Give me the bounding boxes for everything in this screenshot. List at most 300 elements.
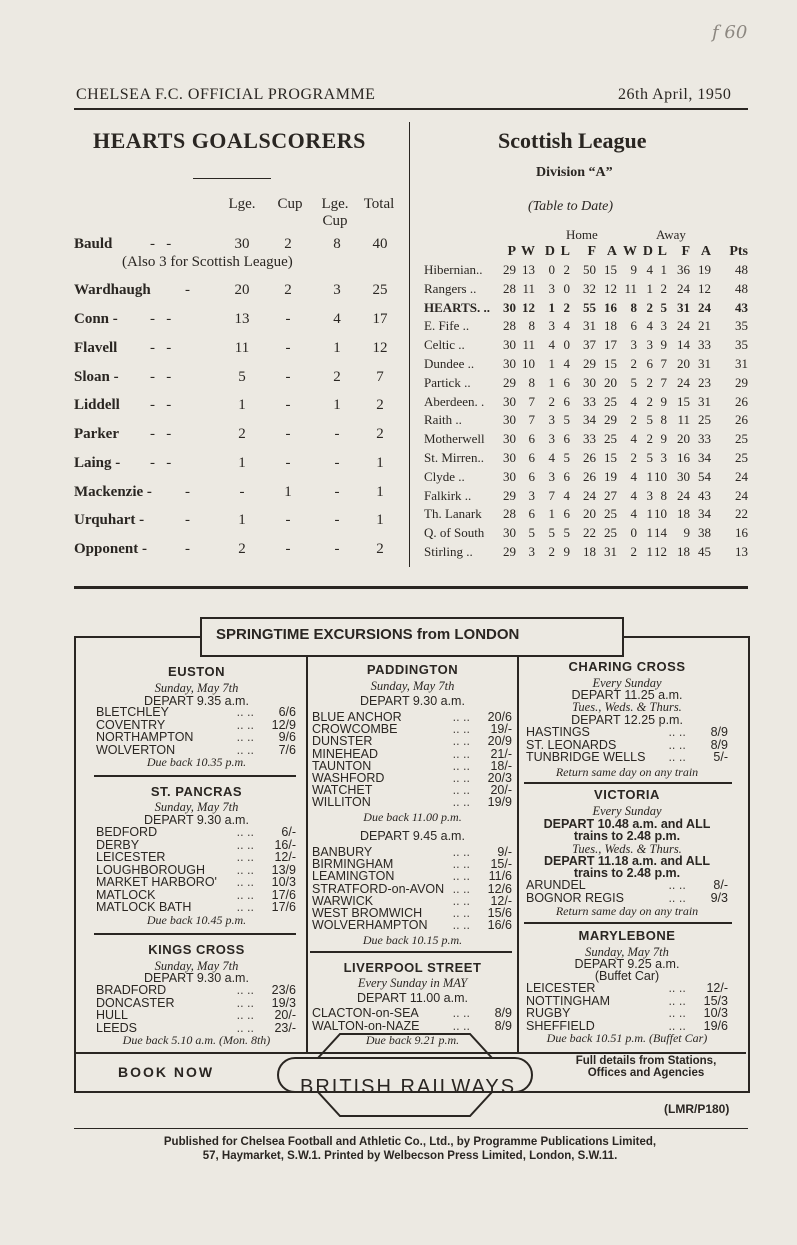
league-cell: 18 bbox=[583, 544, 596, 559]
league-home-label: Home bbox=[566, 227, 598, 242]
league-cell: 25 bbox=[735, 431, 748, 447]
league-cell: 36 bbox=[677, 262, 690, 277]
league-cell: 2 bbox=[646, 393, 653, 409]
league-cell: 18 bbox=[604, 318, 617, 334]
scorer-total: 2 bbox=[376, 541, 384, 557]
league-cell: 24 bbox=[698, 299, 711, 315]
league-cell: 24 bbox=[735, 487, 748, 503]
league-cell: 25 bbox=[604, 525, 617, 541]
league-cell: 2 bbox=[630, 356, 637, 371]
euston-line-leader: .. .. bbox=[236, 705, 254, 719]
paddington-line-fare: 21/- bbox=[490, 746, 512, 761]
stpancras-line-leader: .. .. bbox=[236, 850, 254, 864]
scorer-lge-cup: 8 bbox=[333, 236, 341, 252]
league-cell: 4 bbox=[630, 393, 637, 409]
charing-depart2: DEPART 12.25 p.m. bbox=[571, 713, 683, 727]
scorer-cup: - bbox=[285, 369, 291, 385]
col-header-lge-cup-line2: Cup bbox=[322, 213, 348, 229]
league-cell: 11 bbox=[624, 280, 637, 296]
league-team: Rangers .. bbox=[424, 280, 477, 296]
league-cell: 0 bbox=[563, 337, 570, 353]
column-divider bbox=[409, 122, 410, 567]
league-cell: 3 bbox=[660, 450, 667, 465]
kingscross-line-leader: .. .. bbox=[236, 1008, 254, 1022]
league-cell: 9 bbox=[660, 337, 667, 353]
victoria-dep1: DEPART 10.48 a.m. and ALL bbox=[543, 817, 711, 831]
league-cell: 43 bbox=[698, 487, 711, 503]
station-charing: CHARING CROSS bbox=[568, 659, 686, 674]
league-cell: 48 bbox=[735, 262, 748, 277]
league-cell: 26 bbox=[735, 393, 748, 409]
league-cell: 31 bbox=[735, 356, 748, 371]
league-team: St. Mirren.. bbox=[424, 450, 484, 465]
paddington-line-place: WASHFORD bbox=[312, 771, 385, 785]
league-team: HEARTS. .. bbox=[424, 299, 491, 315]
scorer-lge: 30 bbox=[234, 236, 250, 252]
league-cell: 19 bbox=[698, 262, 711, 277]
scorer-name: Wardhaugh bbox=[74, 282, 151, 298]
league-cell: 32 bbox=[583, 280, 596, 296]
stpancras-line-place: LOUGHBOROUGH bbox=[96, 862, 206, 877]
scorer-name: Opponent - bbox=[74, 541, 147, 557]
paddington-rule bbox=[310, 951, 512, 953]
scorer-dashes: - - bbox=[150, 340, 172, 356]
scorer-lge: 5 bbox=[238, 369, 246, 385]
paddington-line2-fare: 12/6 bbox=[487, 881, 512, 896]
details-line-2: Offices and Agencies bbox=[587, 1067, 705, 1079]
league-cell: 31 bbox=[698, 356, 711, 371]
scorer-lge: 20 bbox=[234, 282, 250, 298]
league-cell: 15 bbox=[677, 393, 690, 409]
league-cell: 1 bbox=[548, 299, 555, 315]
charing-line-place: ST. LEONARDS bbox=[526, 737, 617, 752]
league-cell: 4 bbox=[563, 356, 570, 371]
details-text bbox=[556, 1055, 736, 1079]
scorer-lge: 11 bbox=[234, 340, 250, 356]
victoria-line-leader: .. .. bbox=[668, 878, 686, 892]
league-cell: 43 bbox=[735, 299, 748, 315]
league-cell: 54 bbox=[698, 468, 711, 484]
marylebone-line-fare: 19/6 bbox=[703, 1018, 728, 1033]
scorer-cup: 1 bbox=[284, 484, 292, 500]
scorer-dashes: - - bbox=[150, 311, 172, 327]
scorer-lge: 2 bbox=[238, 426, 246, 442]
league-cell: 1 bbox=[646, 468, 653, 484]
stpancras-line-place: DERBY bbox=[96, 837, 140, 852]
league-cell: 19 bbox=[604, 468, 617, 484]
victoria-line-place: BOGNOR REGIS bbox=[526, 890, 624, 905]
league-cell: 6 bbox=[563, 374, 570, 390]
victoria-day2: Tues., Weds. & Thurs. bbox=[572, 842, 682, 856]
charing-depart: DEPART 11.25 a.m. bbox=[571, 688, 683, 702]
victoria-line-fare: 8/- bbox=[713, 878, 728, 892]
league-cell: 6 bbox=[563, 468, 570, 484]
scorer-name: Conn - bbox=[74, 311, 118, 327]
scorer-name: Urquhart - bbox=[74, 512, 145, 528]
league-cell: 35 bbox=[735, 337, 748, 353]
marylebone-due: Due back 10.51 p.m. (Buffet Car) bbox=[546, 1031, 708, 1045]
league-cell: 0 bbox=[630, 525, 637, 541]
league-cell: 18 bbox=[677, 544, 690, 559]
league-cell: 15 bbox=[604, 356, 617, 371]
scorer-total: 2 bbox=[376, 397, 384, 413]
marylebone-line-fare: 12/- bbox=[706, 981, 728, 995]
paddington-line2-place: WOLVERHAMPTON bbox=[312, 918, 428, 933]
station-kingscross: KINGS CROSS bbox=[148, 942, 245, 957]
league-cell: 4 bbox=[563, 487, 570, 503]
marylebone-line-place: LEICESTER bbox=[526, 981, 596, 995]
league-cell: 34 bbox=[698, 450, 711, 465]
scorer-cup: 2 bbox=[284, 282, 292, 298]
kingscross-due: Due back 5.10 a.m. (Mon. 8th) bbox=[122, 1033, 271, 1047]
paddington-line2-fare: 15/- bbox=[490, 857, 512, 872]
league-cell: 30 bbox=[503, 356, 516, 371]
league-col-header: P bbox=[507, 244, 516, 259]
league-cell: 7 bbox=[660, 374, 667, 390]
league-cell: 4 bbox=[630, 487, 637, 503]
footer-line-1: Published for Chelsea Football and Athletic Co., Ltd., by Programme Publications Limited, bbox=[163, 1136, 657, 1148]
league-cell: 5 bbox=[563, 450, 570, 465]
scorer-lge: 1 bbox=[238, 397, 246, 413]
league-col-header: A bbox=[700, 244, 711, 259]
league-cell: 38 bbox=[698, 525, 711, 541]
paddington-line-fare: 19/- bbox=[490, 722, 512, 737]
paddington-line2-place: BANBURY bbox=[312, 845, 373, 859]
euston-line-leader: .. .. bbox=[236, 730, 254, 744]
charing-rule bbox=[524, 782, 732, 784]
victoria-line-leader: .. .. bbox=[668, 890, 686, 905]
stpancras-line-fare: 16/- bbox=[274, 837, 296, 852]
stpancras-line-leader: .. .. bbox=[236, 862, 254, 877]
paddington-depart: DEPART 9.30 a.m. bbox=[360, 694, 465, 708]
paddington-line-fare: 19/9 bbox=[487, 795, 512, 810]
stpancras-line-leader: .. .. bbox=[236, 887, 254, 902]
league-cell: 29 bbox=[604, 412, 617, 428]
league-cell: 1 bbox=[646, 506, 653, 522]
league-cell: 29 bbox=[503, 487, 516, 503]
league-cell: 11 bbox=[522, 280, 535, 296]
paddington-line-place: DUNSTER bbox=[312, 734, 373, 749]
league-col-header: D bbox=[544, 244, 555, 259]
league-cell: 29 bbox=[583, 356, 596, 371]
paddington-line-leader: .. .. bbox=[452, 734, 470, 749]
league-title: Scottish League bbox=[498, 128, 647, 153]
league-team: Falkirk .. bbox=[424, 487, 472, 503]
league-col-header: F bbox=[681, 244, 690, 259]
league-cell: 2 bbox=[630, 544, 637, 559]
league-cell: 8 bbox=[528, 374, 535, 390]
col-header-total: Total bbox=[363, 196, 395, 212]
marylebone-line-place: RUGBY bbox=[526, 1006, 571, 1020]
stpancras-line-place: BEDFORD bbox=[96, 825, 158, 839]
league-team: Aberdeen. . bbox=[424, 393, 485, 409]
marylebone-line-place: NOTTINGHAM bbox=[526, 993, 611, 1008]
league-cell: 8 bbox=[630, 299, 637, 315]
kingscross-depart: DEPART 9.30 a.m. bbox=[144, 971, 249, 985]
league-cell: 8 bbox=[528, 318, 535, 334]
league-cell: 12 bbox=[698, 280, 711, 296]
stpancras-line-place: MATLOCK bbox=[96, 887, 156, 902]
scorer-dashes: - bbox=[185, 282, 190, 298]
paddington-line2-place: LEAMINGTON bbox=[312, 869, 395, 884]
paddington-line-fare: 18/- bbox=[490, 758, 512, 773]
scorer-total: 17 bbox=[372, 311, 388, 327]
league-cell: 15 bbox=[604, 450, 617, 465]
scorer-dashes: - - bbox=[150, 426, 172, 442]
league-cell: 30 bbox=[677, 468, 690, 484]
league-cell: 33 bbox=[698, 337, 711, 353]
euston-day: Sunday, May 7th bbox=[154, 681, 239, 695]
victoria-rule bbox=[524, 922, 732, 924]
league-cell: 10 bbox=[654, 468, 667, 484]
league-cell: 6 bbox=[630, 318, 637, 334]
charing-line-leader: .. .. bbox=[668, 750, 686, 764]
league-cell: 30 bbox=[503, 468, 516, 484]
scorer-lge: 1 bbox=[238, 512, 246, 528]
charing-day: Every Sunday bbox=[592, 676, 662, 690]
league-cell: 28 bbox=[503, 506, 516, 522]
liverpool-line-fare: 8/9 bbox=[494, 1006, 512, 1020]
league-cell: 12 bbox=[522, 299, 535, 315]
col-header-lge-cup bbox=[315, 196, 355, 230]
paddington-line-leader: .. .. bbox=[452, 722, 470, 737]
league-cell: 30 bbox=[503, 431, 516, 447]
league-cell: 16 bbox=[735, 525, 748, 541]
british-railways-logo bbox=[270, 1028, 540, 1122]
league-cell: 10 bbox=[654, 506, 667, 522]
league-cell: 31 bbox=[698, 393, 711, 409]
kingscross-line-fare: 20/- bbox=[274, 1008, 296, 1022]
marylebone-line-fare: 15/3 bbox=[703, 993, 728, 1008]
liverpool-day: Every Sunday in MAY bbox=[357, 976, 468, 990]
scorer-lge: 2 bbox=[238, 541, 246, 557]
kingscross-line-fare: 23/- bbox=[274, 1020, 296, 1035]
league-team: Partick .. bbox=[424, 374, 471, 390]
col-header-cup: Cup bbox=[277, 196, 303, 212]
footer-line-2: 57, Haymarket, S.W.1. Printed by Welbecson Press Limited, London, S.W.11. bbox=[202, 1150, 618, 1162]
marylebone-day: Sunday, May 7th bbox=[585, 945, 669, 959]
paddington-line-place: MINEHEAD bbox=[312, 746, 378, 761]
league-col-header: A bbox=[606, 244, 617, 259]
scorer-lge-cup: - bbox=[334, 484, 340, 500]
league-cell: 3 bbox=[548, 468, 555, 484]
scorer-total: 12 bbox=[372, 340, 388, 356]
scorers-note: (Also 3 for Scottish League) bbox=[122, 254, 293, 270]
league-cell: 20 bbox=[677, 431, 690, 447]
euston-line-place: WOLVERTON bbox=[96, 742, 176, 757]
paddington-line-place: TAUNTON bbox=[312, 758, 372, 773]
paddington-line2-fare: 15/6 bbox=[487, 906, 512, 920]
league-cell: 4 bbox=[548, 337, 555, 353]
league-cell: 5 bbox=[660, 299, 667, 315]
paddington-line2-place: WARWICK bbox=[312, 893, 374, 908]
paddington-line2-leader: .. .. bbox=[452, 893, 470, 908]
scorer-dashes: - - bbox=[150, 397, 172, 413]
header-rule bbox=[74, 108, 748, 110]
stpancras-line-leader: .. .. bbox=[236, 900, 254, 914]
marylebone-line-leader: .. .. bbox=[668, 1006, 686, 1020]
league-cell: 25 bbox=[604, 431, 617, 447]
league-cell: 12 bbox=[604, 280, 617, 296]
paddington-line-fare: 20/6 bbox=[487, 710, 512, 724]
charing-line-leader: .. .. bbox=[668, 737, 686, 752]
paddington-line-leader: .. .. bbox=[452, 783, 470, 798]
league-cell: 7 bbox=[548, 487, 555, 503]
league-cell: 13 bbox=[735, 544, 748, 559]
scorer-total: 25 bbox=[372, 282, 388, 298]
euston-depart: DEPART 9.35 a.m. bbox=[144, 694, 249, 708]
paddington-line-place: CROWCOMBE bbox=[312, 722, 398, 737]
scorer-dashes: - bbox=[185, 541, 190, 557]
footer-rule bbox=[74, 1128, 748, 1129]
scorer-cup: - bbox=[285, 512, 291, 528]
league-cell: 30 bbox=[503, 393, 516, 409]
stpancras-day: Sunday, May 7th bbox=[154, 800, 239, 814]
charing-line-fare: 5/- bbox=[713, 750, 728, 764]
liverpool-due: Due back 9.21 p.m. bbox=[365, 1033, 460, 1047]
league-cell: 37 bbox=[583, 337, 596, 353]
league-cell: 5 bbox=[646, 412, 653, 428]
league-cell: 29 bbox=[503, 374, 516, 390]
paddington-line-fare: 20/3 bbox=[487, 771, 512, 785]
charing-note: Return same day on any train bbox=[555, 765, 699, 779]
league-cell: 20 bbox=[604, 374, 617, 390]
league-cell: 29 bbox=[503, 262, 516, 277]
stpancras-line-leader: .. .. bbox=[236, 825, 254, 839]
scorer-lge: 1 bbox=[238, 455, 246, 471]
league-cell: 1 bbox=[646, 544, 653, 559]
scorer-name: Parker bbox=[74, 426, 119, 442]
ad-divider-2 bbox=[517, 656, 519, 1052]
league-cell: 5 bbox=[563, 525, 570, 541]
scorers-title-rule bbox=[193, 178, 271, 179]
victoria-dep2: DEPART 11.18 a.m. and ALL bbox=[543, 854, 710, 868]
league-cell: 33 bbox=[583, 431, 596, 447]
league-cell: 4 bbox=[548, 450, 555, 465]
ad-code: (LMR/P180) bbox=[664, 1102, 730, 1116]
paddington-line2-place: BIRMINGHAM bbox=[312, 857, 394, 872]
stpancras-due: Due back 10.45 p.m. bbox=[146, 913, 247, 927]
charing-line-place: HASTINGS bbox=[526, 725, 590, 739]
marylebone-buffet: (Buffet Car) bbox=[594, 969, 660, 983]
league-cell: 31 bbox=[677, 299, 690, 315]
scorer-name: Laing - bbox=[74, 455, 121, 471]
paddington-line2-leader: .. .. bbox=[452, 906, 470, 920]
liverpool-line-leader: .. .. bbox=[452, 1018, 470, 1033]
league-cell: 5 bbox=[528, 525, 535, 541]
stpancras-line-leader: .. .. bbox=[236, 837, 254, 852]
league-cell: 8 bbox=[660, 412, 667, 428]
league-cell: 24 bbox=[735, 468, 748, 484]
liverpool-depart: DEPART 11.00 a.m. bbox=[357, 991, 468, 1005]
league-cell: 30 bbox=[503, 525, 516, 541]
league-cell: 20 bbox=[583, 506, 596, 522]
stpancras-depart: DEPART 9.30 a.m. bbox=[144, 813, 249, 827]
league-team: Motherwell bbox=[424, 431, 485, 447]
league-cell: 10 bbox=[522, 356, 535, 371]
league-team: Th. Lanark bbox=[424, 506, 482, 522]
scorer-cup: - bbox=[285, 397, 291, 413]
victoria-note: Return same day on any train bbox=[555, 904, 699, 918]
liverpool-line-place: CLACTON-on-SEA bbox=[312, 1006, 419, 1020]
league-team: E. Fife .. bbox=[424, 318, 470, 334]
scorer-cup: - bbox=[285, 426, 291, 442]
victoria-dep2b: trains to 2.48 p.m. bbox=[573, 866, 681, 880]
league-team: Clyde .. bbox=[424, 468, 465, 484]
league-away-label: Away bbox=[656, 227, 686, 242]
marylebone-line-fare: 10/3 bbox=[703, 1006, 728, 1020]
league-cell: 6 bbox=[563, 506, 570, 522]
league-cell: 4 bbox=[646, 318, 653, 334]
league-cell: 16 bbox=[604, 299, 617, 315]
league-cell: 6 bbox=[563, 393, 570, 409]
league-col-header: F bbox=[587, 244, 596, 259]
league-cell: 24 bbox=[677, 374, 690, 390]
scorer-cup: - bbox=[285, 340, 291, 356]
section-rule bbox=[74, 586, 748, 589]
paddington-line-leader: .. .. bbox=[452, 795, 470, 810]
league-cell: 31 bbox=[604, 544, 617, 559]
stpancras-line-fare: 13/9 bbox=[271, 862, 296, 877]
scorer-dashes: - bbox=[185, 484, 190, 500]
kingscross-line-place: BRADFORD bbox=[96, 983, 167, 997]
league-cell: 50 bbox=[583, 262, 596, 277]
league-cell: 29 bbox=[735, 374, 748, 390]
league-cell: 4 bbox=[630, 431, 637, 447]
league-cell: 17 bbox=[604, 337, 617, 353]
league-cell: 5 bbox=[646, 450, 653, 465]
paddington-line-fare: 20/9 bbox=[487, 734, 512, 749]
scorers-title: HEARTS GOALSCORERS bbox=[93, 128, 366, 153]
league-cell: 26 bbox=[735, 412, 748, 428]
league-cell: 30 bbox=[583, 374, 596, 390]
scorer-total: 1 bbox=[376, 512, 384, 528]
stpancras-rule bbox=[94, 933, 296, 935]
col-header-lge-cup-line1: Lge. bbox=[321, 196, 349, 212]
euston-line-fare: 6/6 bbox=[278, 705, 296, 719]
paddington-line2-fare: 11/6 bbox=[488, 869, 512, 884]
scorer-cup: - bbox=[285, 311, 291, 327]
league-cell: 9 bbox=[660, 393, 667, 409]
ad-divider-1 bbox=[306, 656, 308, 1052]
league-cell: 26 bbox=[583, 450, 596, 465]
euston-line-fare: 9/6 bbox=[278, 730, 296, 744]
league-team: Q. of South bbox=[424, 525, 485, 541]
kingscross-line-fare: 19/3 bbox=[271, 995, 296, 1010]
victoria-line-fare: 9/3 bbox=[710, 890, 728, 905]
league-cell: 6 bbox=[528, 450, 535, 465]
league-cell: 5 bbox=[630, 374, 637, 390]
station-paddington: PADDINGTON bbox=[366, 662, 459, 677]
league-cell: 1 bbox=[548, 374, 555, 390]
scorer-lge-cup: - bbox=[334, 426, 340, 442]
league-col-header: L bbox=[560, 244, 570, 259]
kingscross-line-leader: .. .. bbox=[236, 995, 254, 1010]
victoria-line bbox=[526, 892, 728, 905]
league-cell: 9 bbox=[563, 544, 570, 559]
stpancras-line-fare: 6/- bbox=[281, 825, 296, 839]
paddington-line-place: WATCHET bbox=[312, 783, 373, 798]
paddington-line2-leader: .. .. bbox=[452, 857, 470, 872]
stpancras-line-fare: 17/6 bbox=[271, 900, 296, 914]
league-cell: 31 bbox=[583, 318, 596, 334]
league-col-header: W bbox=[623, 244, 637, 259]
british-railways-text: BRITISH RAILWAYS bbox=[300, 1076, 517, 1098]
league-cell: 28 bbox=[503, 318, 516, 334]
league-cell: 22 bbox=[583, 525, 596, 541]
paddington-line2-fare: 12/- bbox=[490, 893, 512, 908]
paddington-due2: Due back 10.15 p.m. bbox=[362, 933, 463, 947]
